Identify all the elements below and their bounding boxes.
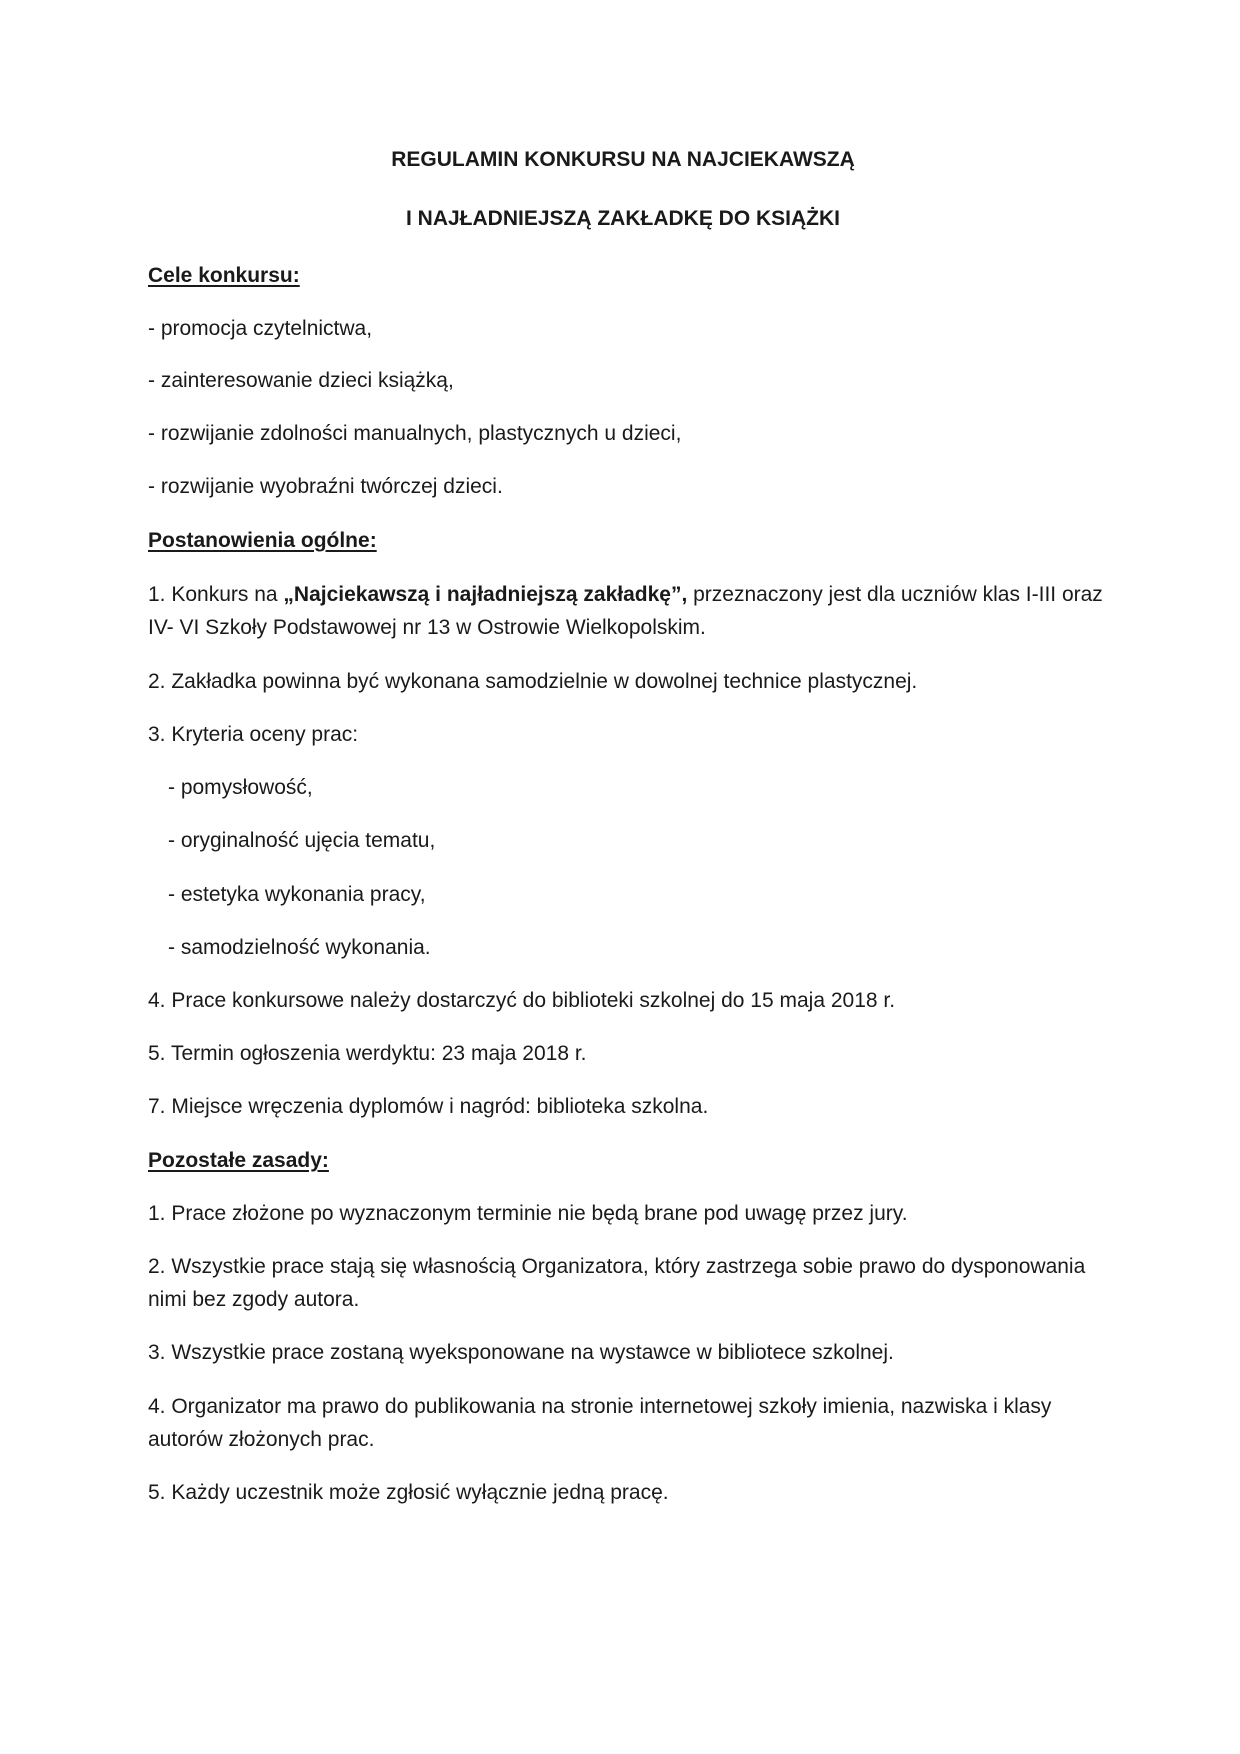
goal-item: - promocja czytelnictwa, [148, 317, 373, 340]
rule-3: 3. Wszystkie prace zostaną wyeksponowane na wystawce w bibliotece szkolnej. [148, 1341, 894, 1364]
rule-2-continuation: nimi bez zgody autora. [148, 1288, 360, 1311]
goals-heading: Cele konkursu: [148, 264, 300, 287]
contest-name: „Najciekawszą i najładniejszą zakładkę”, [283, 583, 688, 606]
other-rules-heading: Pozostałe zasady: [148, 1149, 329, 1172]
goal-item: - zainteresowanie dzieci książką, [148, 369, 454, 392]
rule-2: 2. Wszystkie prace stają się własnością Organizatora, który zastrzega sobie prawo do dysponowania [148, 1255, 1086, 1278]
rule-1: 1. Prace złożone po wyznaczonym terminie nie będą brane pod uwagę przez jury. [148, 1202, 908, 1225]
provision-1-suffix: przeznaczony jest dla uczniów klas I-III oraz [687, 583, 1103, 606]
provision-1-prefix: 1. Konkurs na [148, 583, 284, 606]
goal-item: - rozwijanie wyobraźni twórczej dzieci. [148, 475, 503, 498]
rule-4: 4. Organizator ma prawo do publikowania na stronie internetowej szkoły imienia, nazwiska i klasy [148, 1395, 1052, 1418]
criterion-item: - estetyka wykonania pracy, [168, 883, 426, 906]
provision-1 [148, 579, 1103, 611]
criterion-item: - pomysłowość, [168, 776, 313, 799]
provision-1-continuation: IV- VI Szkoły Podstawowej nr 13 w Ostrowie Wielkopolskim. [148, 616, 706, 639]
provision-5: 5. Termin ogłoszenia werdyktu: 23 maja 2018 r. [148, 1042, 587, 1065]
criterion-item: - samodzielność wykonania. [168, 936, 431, 959]
provision-7: 7. Miejsce wręczenia dyplomów i nagród: biblioteka szkolna. [148, 1095, 709, 1118]
document-title-line-1: REGULAMIN KONKURSU NA NAJCIEKAWSZĄ [391, 148, 855, 171]
goal-item: - rozwijanie zdolności manualnych, plastycznych u dzieci, [148, 422, 682, 445]
provision-4: 4. Prace konkursowe należy dostarczyć do biblioteki szkolnej do 15 maja 2018 r. [148, 989, 896, 1012]
provision-3: 3. Kryteria oceny prac: [148, 723, 359, 746]
rule-4-continuation: autorów złożonych prac. [148, 1428, 375, 1451]
rule-5: 5. Każdy uczestnik może zgłosić wyłącznie jedną pracę. [148, 1481, 669, 1504]
general-provisions-heading: Postanowienia ogólne: [148, 529, 377, 552]
document-title-line-2: I NAJŁADNIEJSZĄ ZAKŁADKĘ DO KSIĄŻKI [405, 207, 841, 230]
criterion-item: - oryginalność ujęcia tematu, [168, 829, 436, 852]
provision-2: 2. Zakładka powinna być wykonana samodzielnie w dowolnej technice plastycznej. [148, 670, 918, 693]
